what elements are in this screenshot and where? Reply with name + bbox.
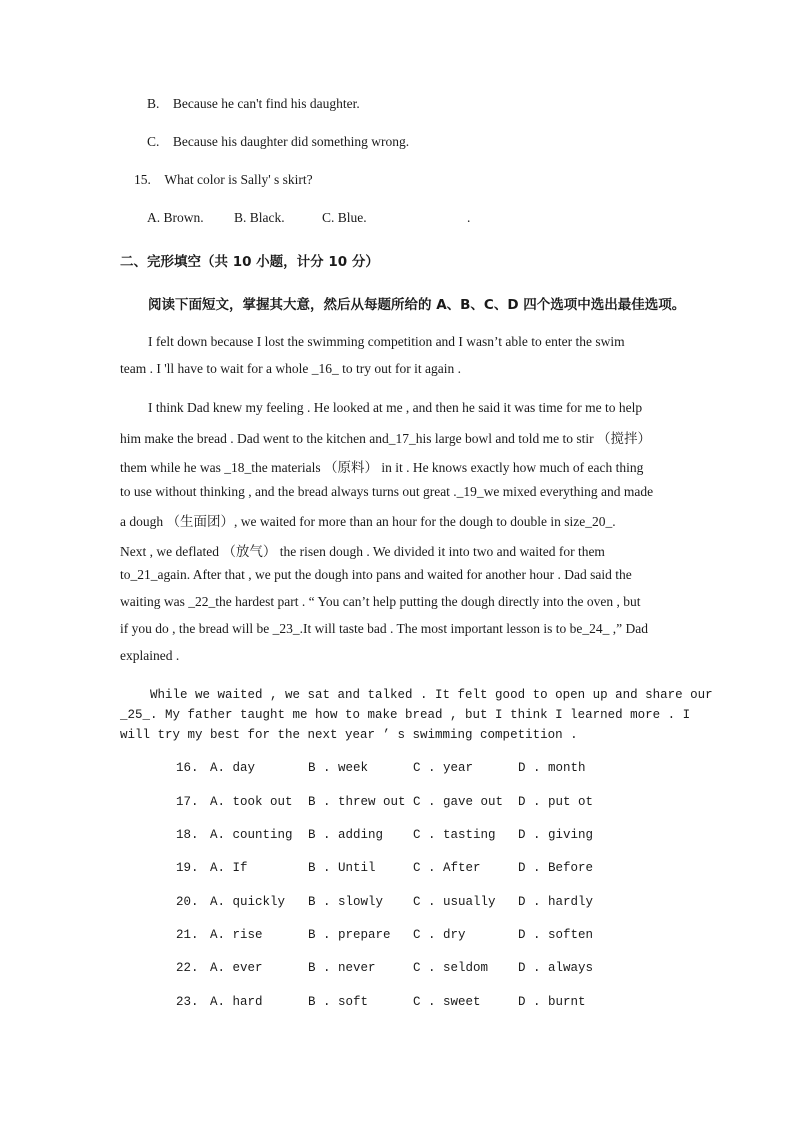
choice-number: 20. <box>176 895 199 909</box>
passage-line: explained . <box>120 648 180 663</box>
choice-b: B . prepare <box>308 928 391 942</box>
choice-d: D . month <box>518 761 586 775</box>
choice-d: D . put ot <box>518 795 594 809</box>
choice-d: D . soften <box>518 928 594 942</box>
passage-line: if you do , the bread will be _23_.It will taste bad . The most important lesson is to be_24_ ,” Dad <box>120 621 649 636</box>
choice-c: C . usually <box>413 895 496 909</box>
q15-question <box>134 172 313 188</box>
choice-a: A. ever <box>210 961 263 975</box>
choice-d: D . hardly <box>518 895 594 909</box>
choice-number: 21. <box>176 928 199 942</box>
choice-b: B . adding <box>308 828 384 842</box>
choice-a: A. rise <box>210 928 263 942</box>
choice-d: D . burnt <box>518 995 586 1009</box>
choice-c: C . tasting <box>413 828 496 842</box>
choice-row-19 <box>176 861 616 879</box>
choice-a: A. day <box>210 761 256 775</box>
choice-b: B . week <box>308 761 369 775</box>
question-number: 15. <box>134 172 151 187</box>
choice-c: C . gave out <box>413 795 504 809</box>
passage-line: them while he was _18_the materials （原料） in it . He knows exactly how much of each thing <box>120 460 644 475</box>
choice-b: B . never <box>308 961 376 975</box>
q15-option-b: B. Black. <box>234 210 285 225</box>
choice-number: 22. <box>176 961 199 975</box>
choice-b: B . threw out <box>308 795 406 809</box>
choice-row-17 <box>176 795 616 813</box>
choice-b: B . slowly <box>308 895 384 909</box>
option-text: Because his daughter did something wrong. <box>172 134 410 149</box>
choice-row-16 <box>176 761 616 779</box>
passage-line: to_21_again. After that , we put the dough into pans and waited for another hour . Dad said the <box>120 567 632 582</box>
passage-line: will try my best for the next year ’ s swimming competition . <box>120 728 578 742</box>
choice-c: C . dry <box>413 928 466 942</box>
section-heading: 二、完形填空（共 10 小题，计分 10 分） <box>120 254 379 270</box>
choice-row-21 <box>176 928 616 946</box>
q14-option-c <box>147 134 409 150</box>
choice-d: D . always <box>518 961 594 975</box>
passage-line: _25_. My father taught me how to make bread , but I think I learned more . I <box>120 708 691 722</box>
choice-a: A. took out <box>210 795 293 809</box>
choice-c: C . seldom <box>413 961 489 975</box>
passage-line: I felt down because I lost the swimming competition and I wasn’t able to enter the swim <box>148 334 625 349</box>
choice-row-22 <box>176 961 616 979</box>
choice-number: 19. <box>176 861 199 875</box>
choice-d: D . Before <box>518 861 594 875</box>
passage-line: team . I 'll have to wait for a whole _16_ to try out for it again . <box>120 361 461 376</box>
choice-number: 16. <box>176 761 199 775</box>
choice-b: B . soft <box>308 995 369 1009</box>
passage-line: him make the bread . Dad went to the kitchen and_17_his large bowl and told me to stir （搅拌） <box>120 431 652 446</box>
q15-option-a: A. Brown. <box>147 210 204 225</box>
question-text: What color is Sally' s skirt? <box>164 172 313 187</box>
choice-a: A. quickly <box>210 895 286 909</box>
passage-line: to use without thinking , and the bread always turns out great ._19_we mixed everything and made <box>120 484 654 499</box>
choice-number: 17. <box>176 795 199 809</box>
choice-a: A. counting <box>210 828 293 842</box>
choice-d: D . giving <box>518 828 594 842</box>
option-letter: B. <box>147 96 160 111</box>
passage-line: waiting was _22_the hardest part . “ You can’t help putting the dough directly into the oven , but <box>120 594 641 609</box>
choice-a: A. If <box>210 861 248 875</box>
choice-row-23 <box>176 995 616 1013</box>
choice-number: 18. <box>176 828 199 842</box>
q14-option-b <box>147 96 360 112</box>
choice-a: A. hard <box>210 995 263 1009</box>
passage-line: Next , we deflated （放气） the risen dough . We divided it into two and waited for them <box>120 544 605 559</box>
choice-row-20 <box>176 895 616 913</box>
section-instruction: 阅读下面短文，掌握其大意，然后从每题所给的 A、B、C、D 四个选项中选出最佳选项。 <box>148 297 686 313</box>
q15-options <box>147 210 470 226</box>
passage-line: I think Dad knew my feeling . He looked at me , and then he said it was time for me to help <box>148 400 643 415</box>
choice-c: C . sweet <box>413 995 481 1009</box>
option-letter: C. <box>147 134 160 149</box>
choice-row-18 <box>176 828 616 846</box>
choice-c: C . After <box>413 861 481 875</box>
passage-line: While we waited , we sat and talked . It felt good to open up and share our <box>120 688 713 702</box>
trailing-mark: . <box>467 210 471 225</box>
passage-line: a dough （生面团）, we waited for more than an hour for the dough to double in size_20_. <box>120 514 616 529</box>
choice-c: C . year <box>413 761 474 775</box>
choice-number: 23. <box>176 995 199 1009</box>
choice-b: B . Until <box>308 861 376 875</box>
q15-option-c: C. Blue. <box>322 210 367 225</box>
option-text: Because he can't find his daughter. <box>172 96 360 111</box>
